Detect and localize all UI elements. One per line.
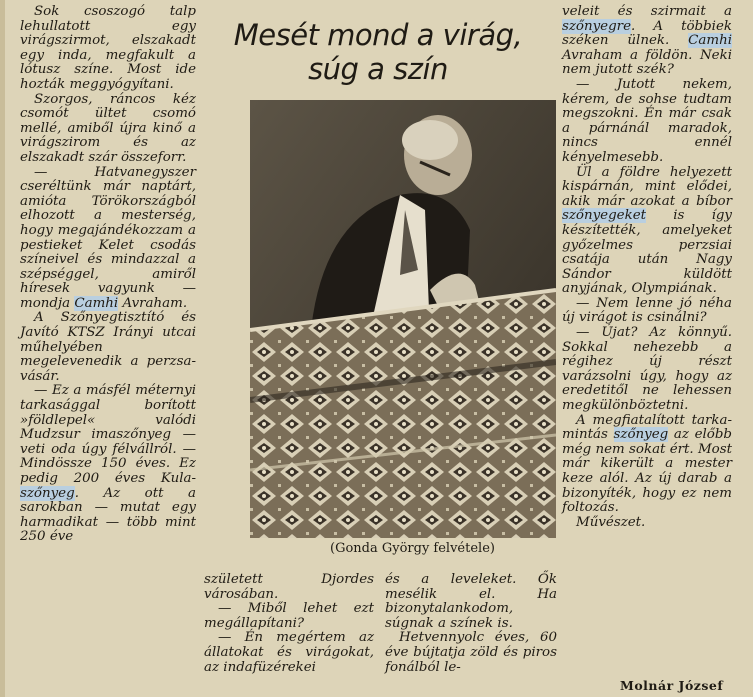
paragraph: Szorgos, ráncos kéz csomót ültet csomó mellé, amiből újra kinő a virágszirom és az elszakadt szár összeforr. [20, 91, 196, 165]
highlighted-term: szőnyegre [562, 18, 631, 34]
paragraph: született Djordes városában. [204, 572, 374, 602]
photo-illustration [250, 100, 556, 538]
paragraph: — Hatvanegyszer cseréltünk már naptárt, amióta Törökországból elhozott a mesterség, hogy megajándékozzam a pestieket Kelet csodás színeivel és mindazzal a szépséggel, amiről híresek vagyunk — mondja Camhi Avraham. [20, 164, 196, 311]
article-column-4 [562, 5, 732, 530]
title-line-1: Mesét mond a virág, [233, 18, 523, 52]
paragraph: Ül a földre helyezett kispárnán, mint elődei, akik már azokat a bíbor szőnyegeket is így készítették, amelyeket győzelmes perzsiai csatája után Nagy Sándor küldött anyjának, Olympiának. [562, 164, 732, 297]
highlighted-term: Camhi [688, 33, 732, 49]
page-edge-rule [0, 0, 5, 697]
article-column-3 [385, 573, 557, 675]
article-column-2 [204, 573, 374, 675]
paragraph: A megfiatalított tarka-mintás szőnyeg az előbb még nem sokat ért. Most már kikerült a mester keze alól. Az új darab a bizonyíték, hogy ez nem foltozás. [562, 412, 732, 516]
paragraph: A Szőnyegtisztító és Javító KTSZ Irányi utcai műhelyében megelevenedik a perzsa-vásár. [20, 310, 196, 384]
term: Szőnyeg [60, 310, 118, 326]
term: szőnyeg [116, 427, 172, 443]
photo-caption: (Gonda György felvétele) [330, 541, 495, 556]
paragraph: veleit és szirmait a szőnyegre. A többiek széken ülnek. Camhi Avraham a földön. Neki nem jutott szék? [562, 4, 732, 78]
paragraph: — Újat? Az könnyű. Sokkal nehezebb a régihez új részt varázsolni úgy, hogy az eredetitől ne lehessen megkülönböztetni. [562, 325, 732, 414]
author-byline: Molnár József [620, 678, 724, 693]
title-line-2: súg a szín [308, 52, 448, 86]
article-column-1 [20, 5, 196, 545]
paragraph: — Nem lenne jó néha új virágot is csinálni? [562, 295, 732, 326]
article-title [206, 18, 550, 86]
highlighted-term: szőnyeg [20, 485, 75, 501]
paragraph: Sok csoszogó talp lehullatott egy virágszirmot, elszakadt egy inda, megfakult a lótusz színe. Most ide hozták meggyógyítani. [20, 4, 196, 92]
paragraph: és a leveleket. Ők mesélik el. Ha bizonytalankodom, súgnak a színek is. [385, 572, 557, 631]
paragraph: — Ez a másfél méternyi tarkasággal borított »földlepel« valódi Mudzsur imaszőnyeg — veti oda úgy félvállról. — Mindössze 150 éves. Ez pedig 200 éves Kula-szőnyeg. Az ott a sarokban — mutat egy harmadikat — több mint 250 éve [20, 383, 196, 545]
paragraph: — Én megértem az állatokat és virágokat, az indafüzérekei [204, 630, 374, 675]
photo-craftsman-with-carpet [250, 100, 556, 538]
paragraph: Művészet. [576, 514, 646, 530]
paragraph: Hetvennyolc éves, 60 éve bújtatja zöld és piros fonálból le- [385, 630, 557, 675]
highlighted-term: szőnyegeket [562, 208, 647, 224]
paragraph: — Jutott nekem, kérem, de sohse tudtam megszokni. Én már csak a párnánál maradok, nincs ennél kényelmesebb. [562, 76, 732, 165]
highlighted-term: Camhi [74, 295, 119, 311]
paragraph: — Miből lehet ezt megállapítani? [204, 601, 374, 631]
highlighted-term: szőnyeg [613, 427, 669, 443]
